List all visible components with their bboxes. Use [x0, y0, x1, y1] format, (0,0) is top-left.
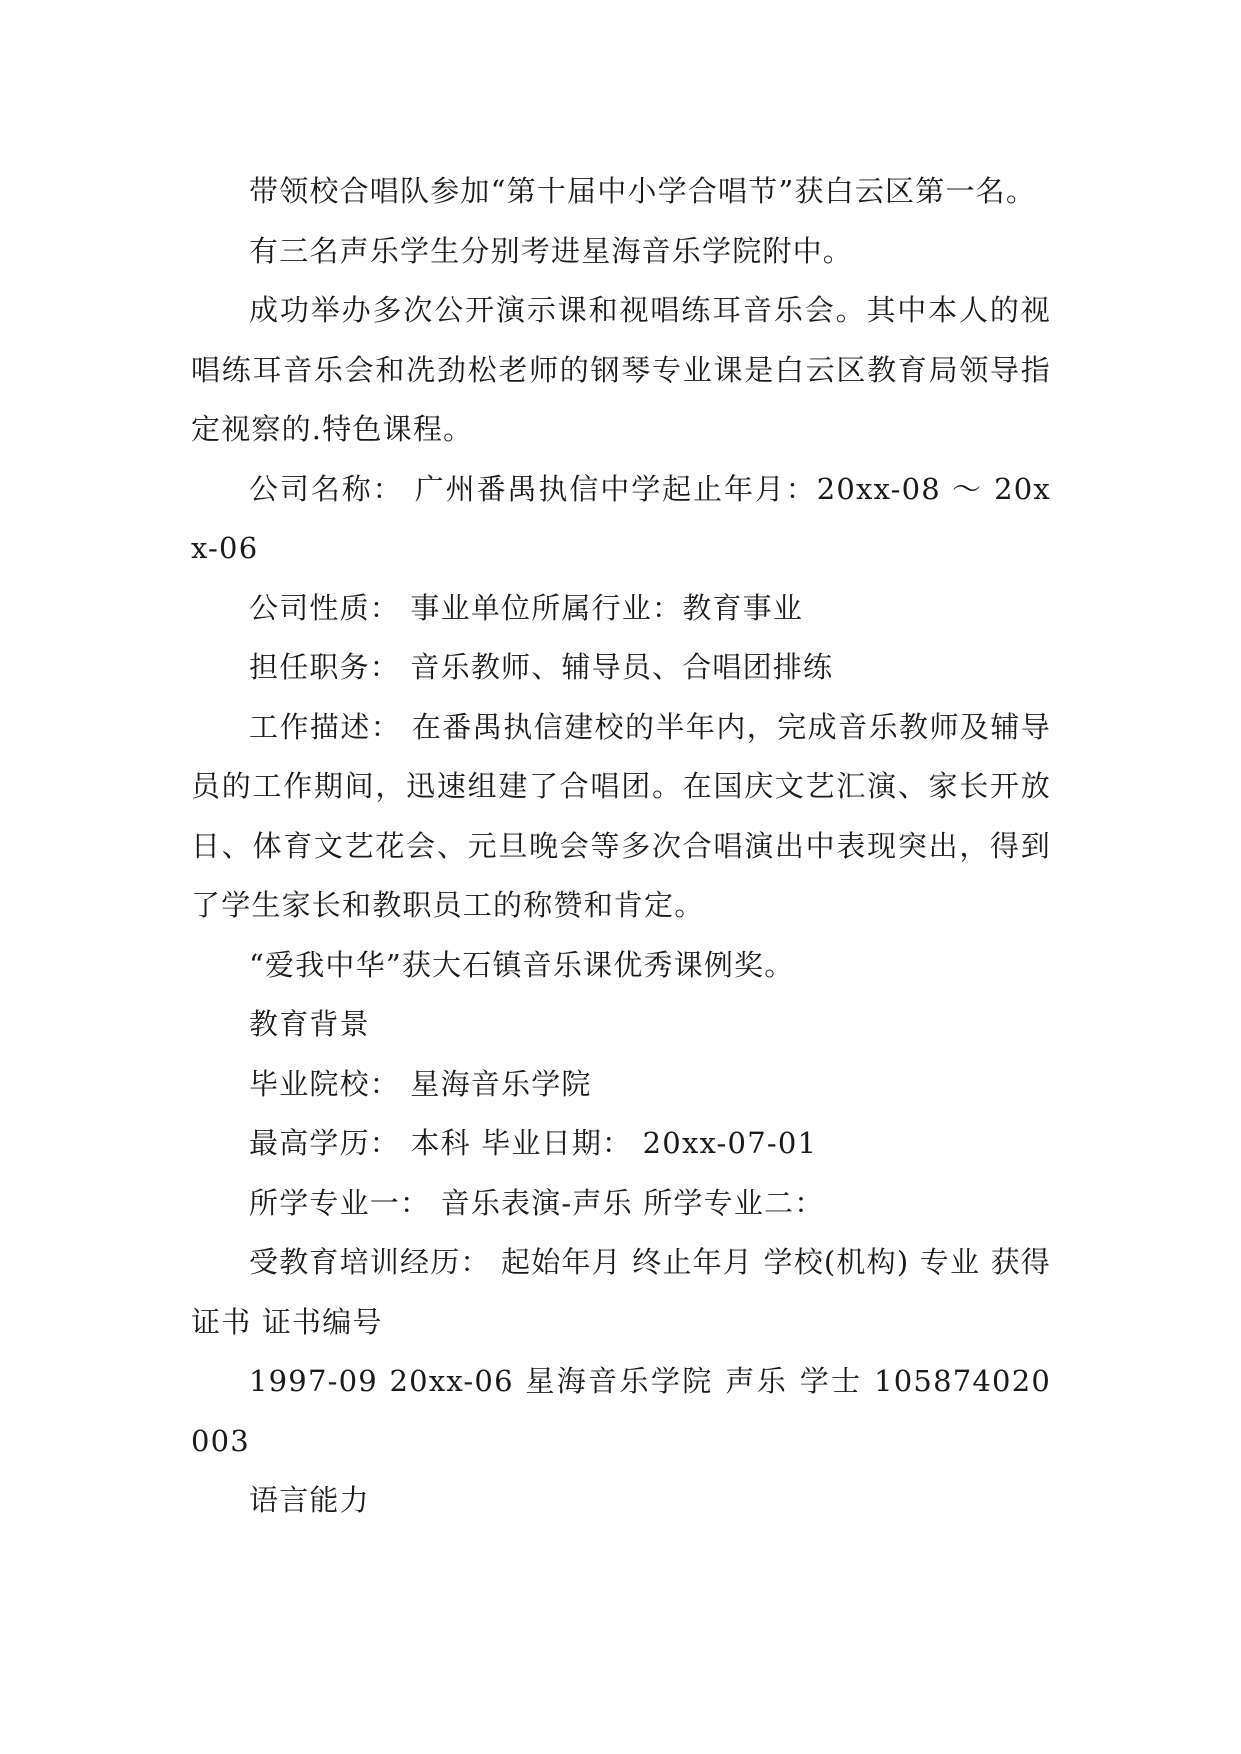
paragraph-student-admission: 有三名声乐学生分别考进星海音乐学院附中。 [249, 233, 854, 268]
paragraph-company-type: 公司性质： 事业单位所属行业：教育事业 [249, 590, 804, 625]
paragraph-majors: 所学专业一： 音乐表演-声乐 所学专业二： [249, 1185, 825, 1220]
paragraph-training-header: 受教育培训经历： 起始年月 终止年月 学校(机构) 专业 获得证书 证书编号 [191, 1245, 1051, 1339]
paragraph-choir-award: 带领校合唱队参加“第十届中小学合唱节”获白云区第一名。 [249, 174, 1037, 208]
paragraph-job-description: 工作描述： 在番禺执信建校的半年内，完成音乐教师及辅导员的工作期间，迅速组建了合唱团。在国庆文艺汇演、家长开放日、体育文艺花会、元旦晚会等多次合唱演出中表现突出，得到了学生家长和教职员工的称赞和肯定。 [191, 709, 1051, 922]
paragraph-highest-degree: 最高学历： 本科 毕业日期： 20xx-07-01 [249, 1126, 818, 1160]
paragraph-position: 担任职务： 音乐教师、辅导员、合唱团排练 [249, 650, 834, 684]
heading-education-background: 教育背景 [249, 1007, 370, 1041]
paragraph-graduate-school: 毕业院校： 星海音乐学院 [249, 1066, 592, 1101]
paragraph-training-record: 1997-09 20xx-06 星海音乐学院 声乐 学士 105874020003 [191, 1364, 1051, 1458]
document-body [191, 162, 1051, 1531]
paragraph-public-lessons: 成功举办多次公开演示课和视唱练耳音乐会。其中本人的视唱练耳音乐会和冼劲松老师的钢琴专业课是白云区教育局领导指定视察的.特色课程。 [191, 293, 1051, 446]
paragraph-lesson-award: “爱我中华”获大石镇音乐课优秀课例奖。 [249, 947, 795, 982]
paragraph-company-name: 公司名称： 广州番禺执信中学起止年月：20xx-08 ～ 20xx-06 [191, 471, 1051, 565]
heading-language-ability: 语言能力 [249, 1483, 370, 1517]
